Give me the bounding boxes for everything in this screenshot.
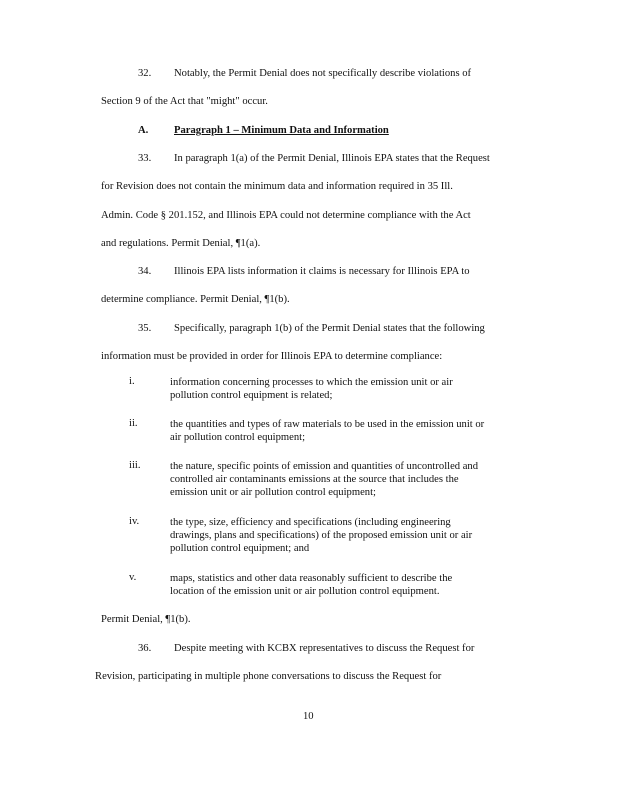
list-item-number: ii.: [129, 418, 138, 429]
citation: Permit Denial, ¶1(b).: [101, 614, 191, 625]
paragraph-number: 32.: [138, 68, 152, 79]
section-heading: Paragraph 1 – Minimum Data and Information: [174, 125, 389, 136]
list-item-text: pollution control equipment is related;: [170, 390, 333, 401]
paragraph-number: 34.: [138, 266, 152, 277]
list-item-number: iv.: [129, 516, 140, 527]
paragraph-text: Admin. Code § 201.152, and Illinois EPA could not determine compliance with the Act: [101, 210, 471, 221]
list-item-text: location of the emission unit or air pollution control equipment.: [170, 586, 440, 597]
list-item-text: air pollution control equipment;: [170, 432, 306, 443]
list-item-text: pollution control equipment; and: [170, 543, 310, 554]
paragraph-text: Despite meeting with KCBX representatives to discuss the Request for: [174, 643, 475, 654]
paragraph-text: Illinois EPA lists information it claims is necessary for Illinois EPA to: [174, 266, 470, 277]
list-item-number: iii.: [129, 460, 141, 471]
paragraph-text: for Revision does not contain the minimum data and information required in 35 Ill.: [101, 181, 453, 192]
section-letter: A.: [138, 125, 149, 136]
paragraph-number: 35.: [138, 323, 152, 334]
paragraph-text: Notably, the Permit Denial does not specifically describe violations of: [174, 68, 472, 79]
paragraph-text: Section 9 of the Act that "might" occur.: [101, 96, 268, 107]
paragraph-text: determine compliance. Permit Denial, ¶1(b).: [101, 294, 290, 305]
list-item-text: emission unit or air pollution control equipment;: [170, 487, 376, 498]
list-item-text: controlled air contaminants emissions at the source that includes the: [170, 474, 459, 485]
paragraph-text: and regulations. Permit Denial, ¶1(a).: [101, 238, 261, 249]
paragraph-text: information must be provided in order for Illinois EPA to determine compliance:: [101, 351, 443, 362]
list-item-text: information concerning processes to which the emission unit or air: [170, 377, 453, 388]
paragraph-text: Specifically, paragraph 1(b) of the Permit Denial states that the following: [174, 323, 485, 334]
list-item-number: i.: [129, 376, 135, 387]
paragraph-text: Revision, participating in multiple phone conversations to discuss the Request for: [95, 671, 442, 682]
list-item-text: drawings, plans and specifications) of the proposed emission unit or air: [170, 530, 473, 541]
paragraph-text: In paragraph 1(a) of the Permit Denial, Illinois EPA states that the Request: [174, 153, 490, 164]
list-item-text: maps, statistics and other data reasonably sufficient to describe the: [170, 573, 453, 584]
list-item-text: the nature, specific points of emission and quantities of uncontrolled and: [170, 461, 479, 472]
paragraph-number: 33.: [138, 153, 152, 164]
page-number: 10: [303, 711, 314, 722]
paragraph-number: 36.: [138, 643, 152, 654]
list-item-number: v.: [129, 572, 137, 583]
list-item-text: the type, size, efficiency and specifications (including engineering: [170, 517, 451, 528]
list-item-text: the quantities and types of raw materials to be used in the emission unit or: [170, 419, 485, 430]
